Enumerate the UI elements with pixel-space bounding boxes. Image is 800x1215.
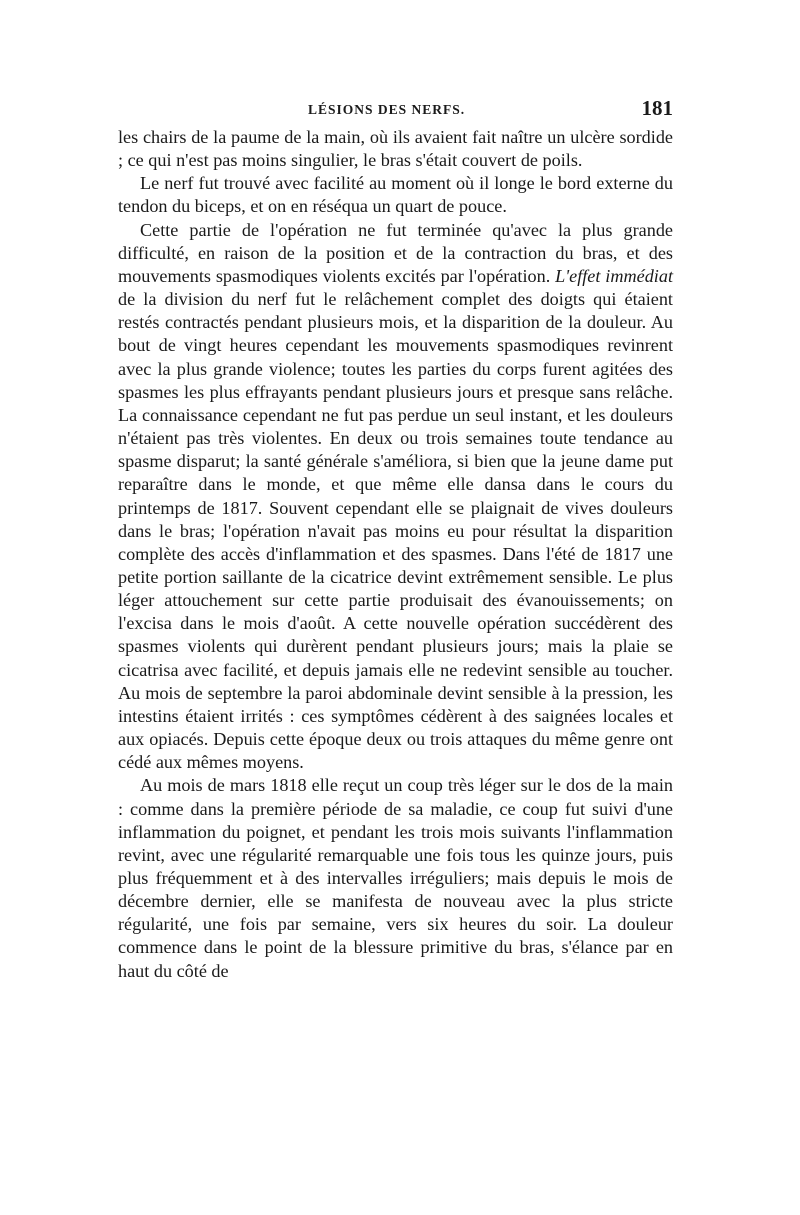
italic-phrase: L'effet immédiat bbox=[555, 265, 673, 286]
paragraph-march-1818: Au mois de mars 1818 elle reçut un coup très léger sur le dos de la main : comme dans la première période de sa maladie, ce coup fut suivi d'une inflammation du poignet, et pendant les trois mois suivants l'inflammation revint, avec une régularité remarquable une fois tous les quinze jours, puis plus fréquemment et à des intervalles irréguliers; mais depuis le mois de décembre dernier, elle se manifesta de nouveau avec la plus stricte régularité, une fois par semaine, vers six heures du soir. La douleur commence dans le point de la blessure primitive du bras, s'élance par en haut du côté de bbox=[118, 775, 673, 981]
body-text bbox=[118, 126, 673, 983]
running-title: LÉSIONS DES NERFS. bbox=[308, 102, 466, 117]
paragraph-continuation: les chairs de la paume de la main, où ils avaient fait naître un ulcère sordide ; ce qui n'est pas moins singulier, le bras s'était couvert de poils. bbox=[118, 127, 673, 171]
paragraph-operation-start: Cette partie de l'opération ne fut terminée qu'avec la plus grande difficulté, en raison de la position et de la contraction du bras, et des mouvements spasmodiques violents excités par l'opération. bbox=[118, 219, 673, 286]
paragraph-operation bbox=[118, 219, 673, 775]
book-page bbox=[118, 96, 673, 983]
paragraph-nerve-found: Le nerf fut trouvé avec facilité au moment où il longe le bord externe du tendon du biceps, et on en réséqua un quart de pouce. bbox=[118, 173, 673, 217]
running-head bbox=[118, 96, 673, 126]
page-number: 181 bbox=[641, 96, 673, 120]
paragraph-operation-rest: de la division du nerf fut le relâchement complet des doigts qui étaient restés contractés pendant plusieurs mois, et la disparition de la douleur. Au bout de vingt heures cependant les mouvements spasmodiques revinrent avec la plus grande violence; toutes les parties du corps furent agitées des spasmes les plus effrayants pendant plusieurs jours et presque sans relâche. La connaissance cependant ne fut pas perdue un seul instant, et les douleurs n'étaient pas très violentes. En deux ou trois semaines toute tendance au spasme disparut; la santé générale s'améliora, si bien que la jeune dame put reparaître dans le monde, et que même elle dansa dans le cours du printemps de 1817. Souvent cependant elle se plaignait de vives douleurs dans le bras; l'opération n'avait pas moins eu pour résultat la disparition complète des accès d'inflammation et des spasmes. Dans l'été de 1817 une petite portion saillante de la cicatrice devint extrêmement sensible. Le plus léger attouchement sur cette partie produisait des évanouissements; on l'excisa dans le mois d'août. A cette nouvelle opération succédèrent des spasmes violents qui durèrent pendant plusieurs jours; mais la plaie se cicatrisa avec facilité, et depuis jamais elle ne redevint sensible au toucher. Au mois de septembre la paroi abdominale devint sensible à la pression, les intestins étaient irrités : ces symptômes cédèrent à des saignées locales et aux opiacés. Depuis cette époque deux ou trois attaques du même genre ont cédé aux mêmes moyens. bbox=[118, 289, 673, 773]
